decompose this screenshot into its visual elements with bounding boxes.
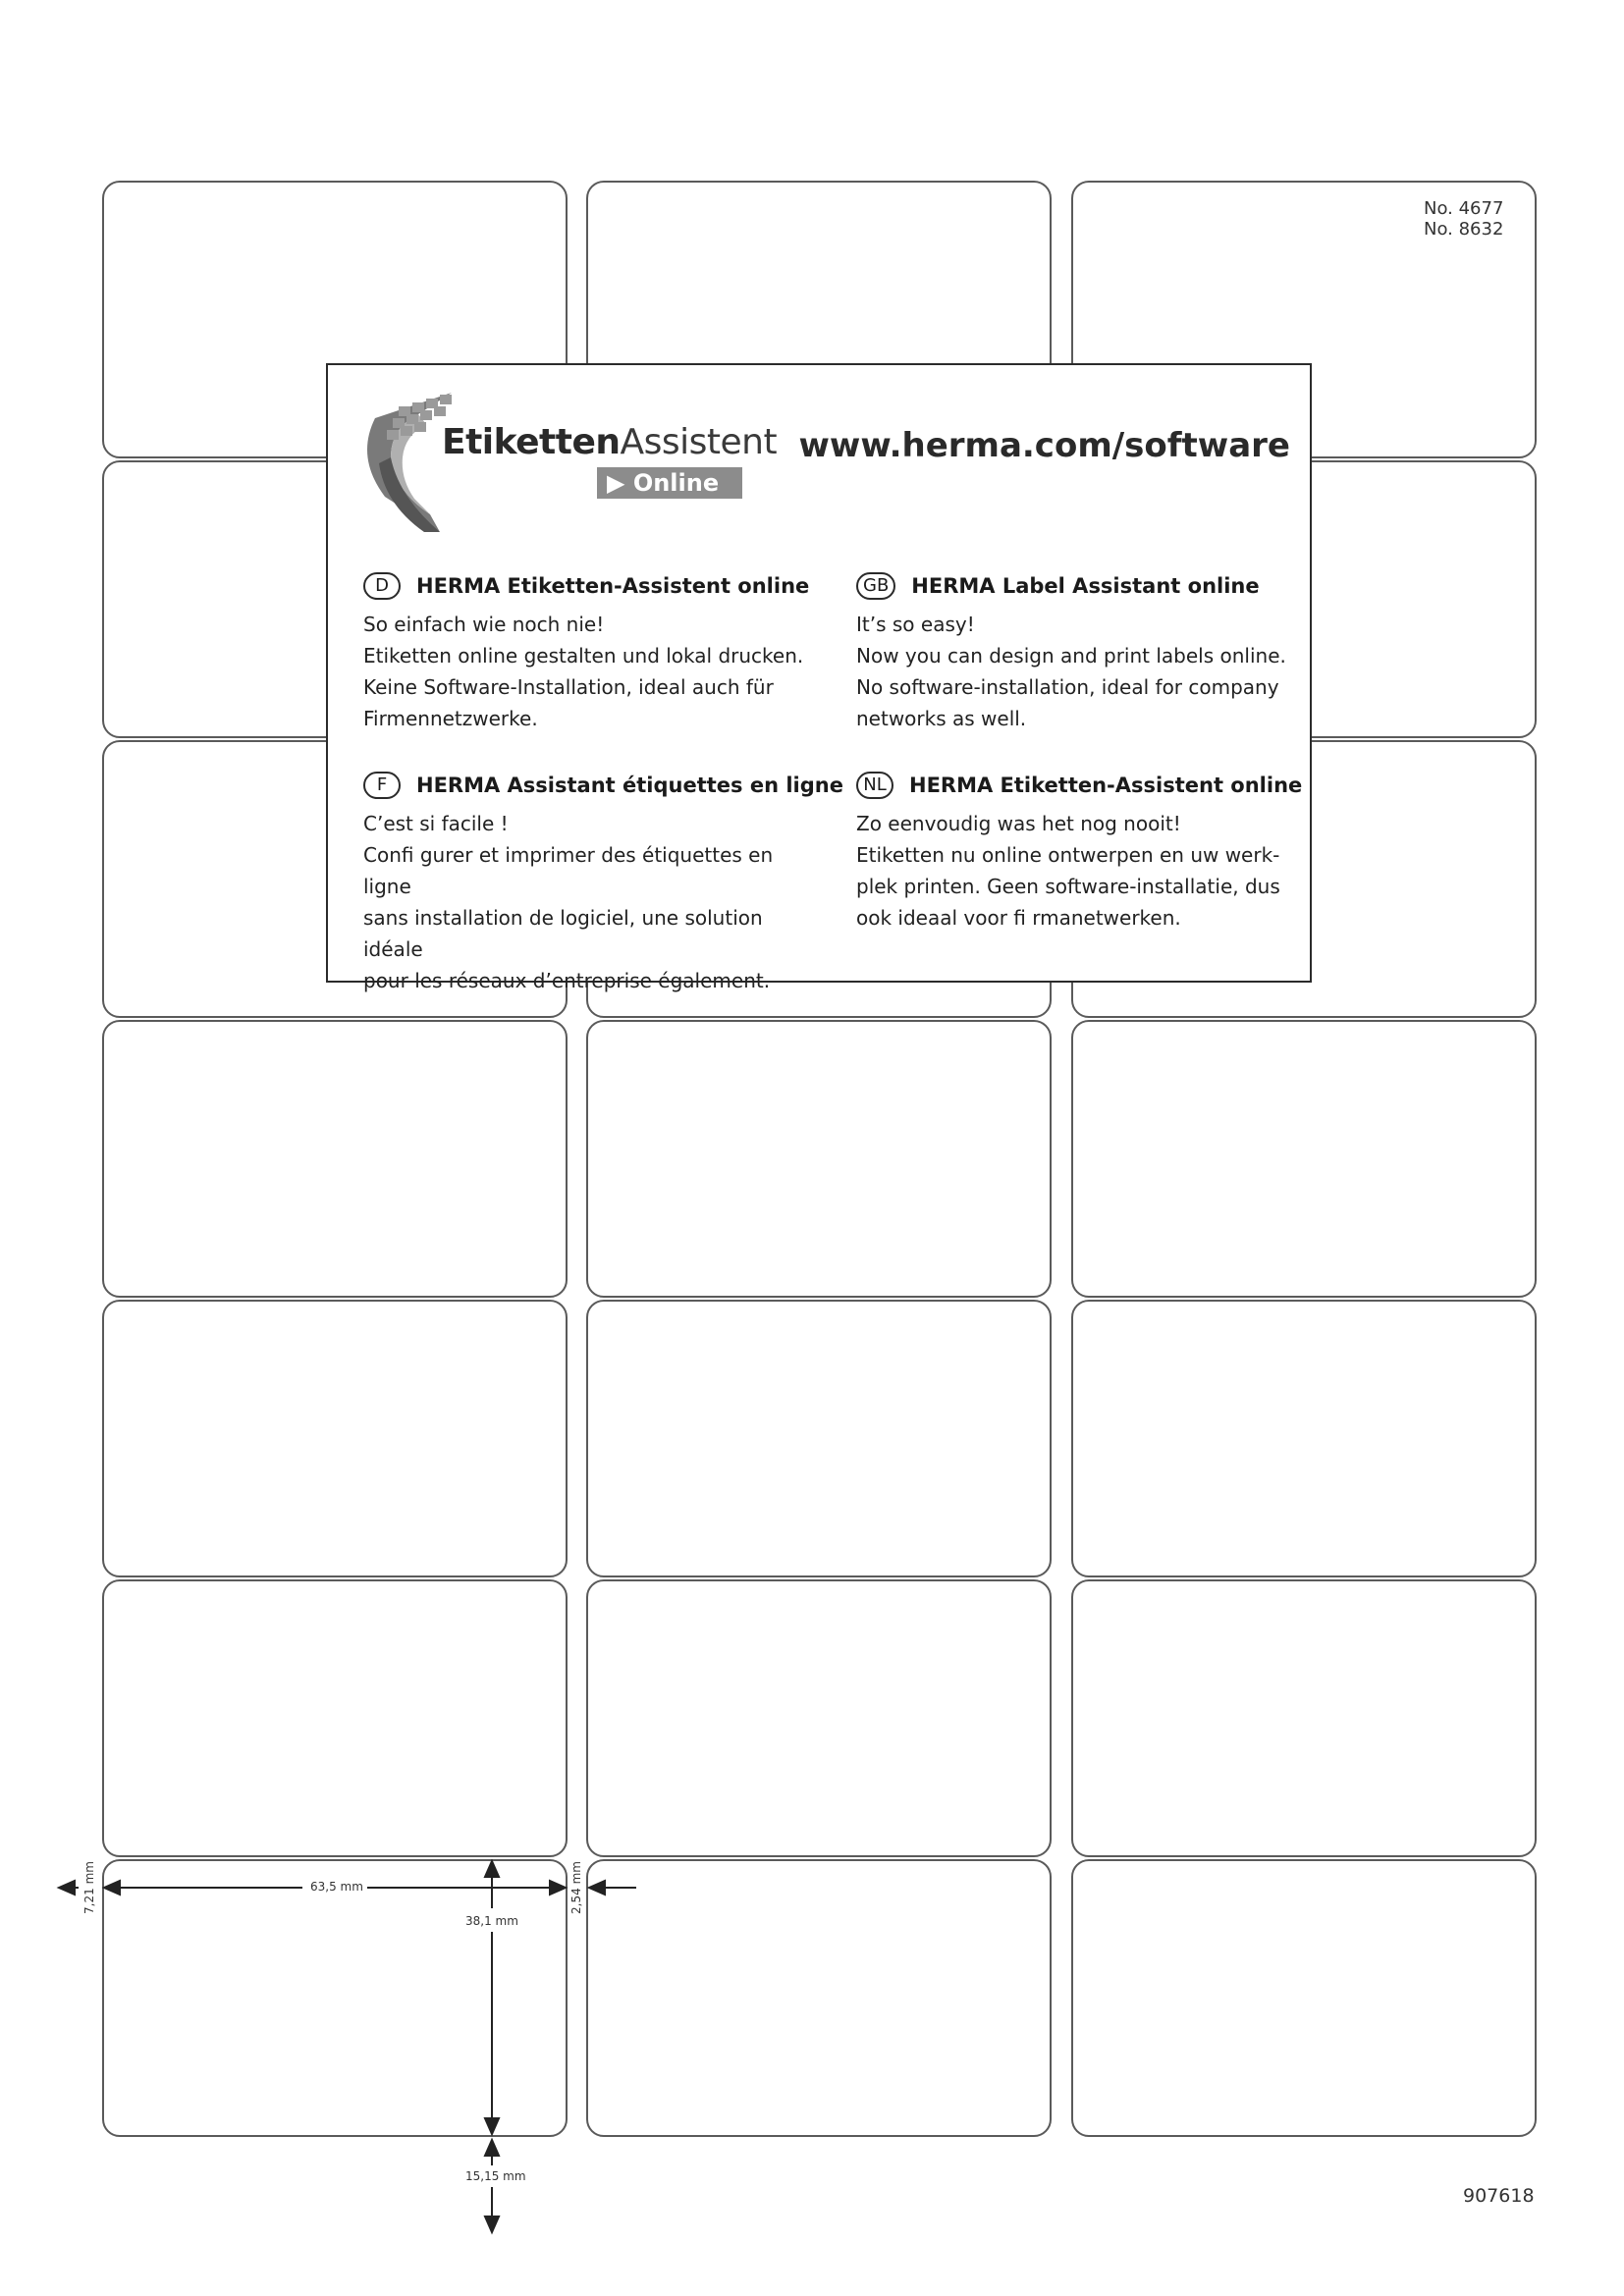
logo-wordmark-bold: Etiketten <box>442 422 621 462</box>
label-r7-c3 <box>1071 1859 1537 2137</box>
logo-wordmark <box>442 422 777 462</box>
language-badge-d: D <box>363 572 401 600</box>
language-badge-gb: GB <box>856 572 895 600</box>
label-r5-c1 <box>102 1300 568 1577</box>
info-box <box>326 363 1312 992</box>
section-body: Zo eenvoudig was het nog nooit! Etiketten nu online ontwerpen en uw werk- plek printen. Geen software-installatie, dus ook ideaal voor fi rmanetwerken. <box>856 812 1280 930</box>
label-r5-c3 <box>1071 1300 1537 1577</box>
dimension-bottom-margin: 15,15 mm <box>465 2169 526 2183</box>
dimension-label-width: 63,5 mm <box>310 1880 363 1894</box>
label-r4-c1 <box>102 1020 568 1298</box>
label-r5-c2 <box>586 1300 1052 1577</box>
section-title: HERMA Assistant étiquettes en ligne <box>416 774 843 797</box>
section-title: HERMA Label Assistant online <box>911 574 1260 598</box>
section-title: HERMA Etiketten-Assistent online <box>416 574 810 598</box>
dimension-label-height: 38,1 mm <box>465 1914 518 1928</box>
logo-online-badge: ▶ Online <box>597 467 742 499</box>
label-r4-c3 <box>1071 1020 1537 1298</box>
dimension-column-gap: 2,54 mm <box>568 1861 583 1914</box>
section-body: So einfach wie noch nie! Etiketten online gestalten und lokal drucken. Keine Software-Installation, ideal auch für Firmennetzwerke. <box>363 613 804 730</box>
section-french <box>363 769 843 996</box>
label-r7-c1 <box>102 1859 568 2137</box>
label-r6-c1 <box>102 1579 568 1857</box>
section-german <box>363 569 825 734</box>
label-r6-c2 <box>586 1579 1052 1857</box>
label-r7-c2 <box>586 1859 1052 2137</box>
section-title: HERMA Etiketten-Assistent online <box>909 774 1303 797</box>
etiketten-assistent-logo-icon <box>355 389 493 540</box>
logo-wordmark-regular: Assistent <box>620 422 778 462</box>
product-numbers <box>1424 198 1561 240</box>
footer-code: 907618 <box>1463 2185 1535 2207</box>
section-body: C’est si facile ! Confi gurer et imprimer des étiquettes en ligne sans installation de logiciel, une solution idéale pour les réseaux d’entreprise également. <box>363 812 774 992</box>
website-url: www.herma.com/software <box>798 426 1290 465</box>
product-number-2: No. 8632 <box>1424 219 1504 240</box>
label-r4-c2 <box>586 1020 1052 1298</box>
section-english <box>856 569 1318 734</box>
language-badge-nl: NL <box>856 772 893 799</box>
dimension-left-margin: 7,21 mm <box>81 1861 96 1914</box>
section-body: It’s so easy! Now you can design and print labels online. No software-installation, ideal for company networks as well. <box>856 613 1286 730</box>
label-r6-c3 <box>1071 1579 1537 1857</box>
section-dutch <box>856 769 1318 934</box>
language-badge-f: F <box>363 772 401 799</box>
product-number-1: No. 4677 <box>1424 198 1504 219</box>
